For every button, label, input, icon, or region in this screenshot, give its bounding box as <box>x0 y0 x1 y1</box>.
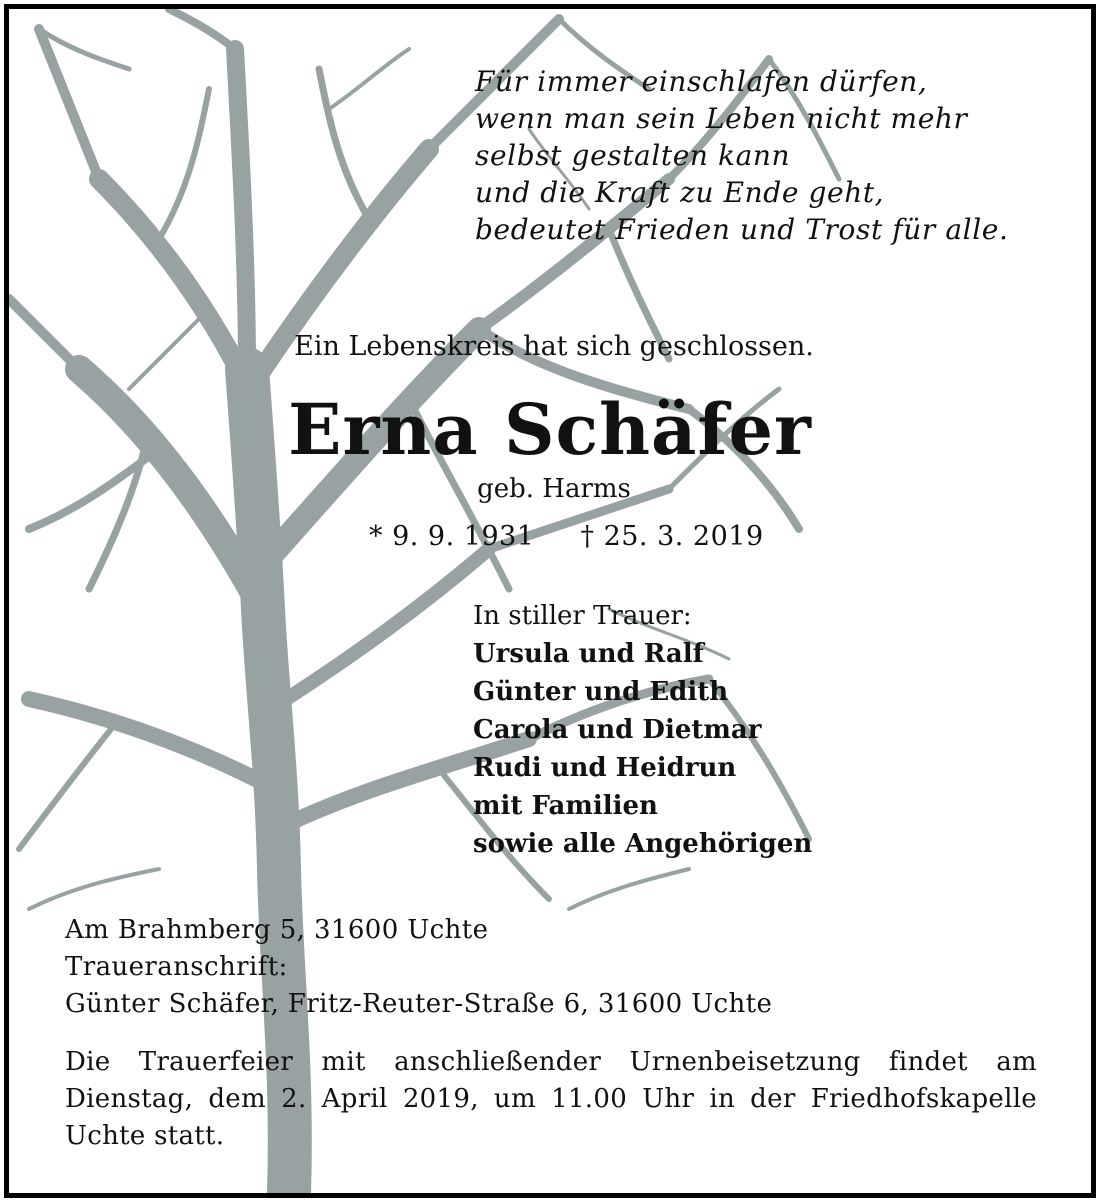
intro-line: Ein Lebenskreis hat sich geschlossen. <box>294 331 814 362</box>
mourner-name: Günter und Edith <box>473 677 729 707</box>
deceased-name: Erna Schäfer <box>288 388 812 471</box>
death-date: † 25. 3. 2019 <box>580 521 764 552</box>
mourner-name: Rudi und Heidrun <box>473 753 737 783</box>
obituary-content <box>9 9 1091 1193</box>
poem-line: bedeutet Frieden und Trost für alle. <box>475 213 1009 246</box>
mourner-name: Ursula und Ralf <box>473 639 704 669</box>
funeral-notice: Die Trauerfeier mit anschließender Urnenbeisetzung findet am Dienstag, dem 2. April 2019, um 11.00 Uhr in der Friedhofskapelle Uchte statt. <box>65 1047 1037 1151</box>
poem-line: und die Kraft zu Ende geht, <box>475 176 885 209</box>
birth-date: * 9. 9. 1931 <box>369 521 535 552</box>
mourners-list <box>473 635 812 863</box>
address-line: Günter Schäfer, Fritz-Reuter-Straße 6, 31600 Uchte <box>65 989 773 1019</box>
address-line: Am Brahmberg 5, 31600 Uchte <box>65 915 489 945</box>
mourner-name: Carola und Dietmar <box>473 715 762 745</box>
obituary-frame <box>4 4 1096 1198</box>
mourner-name: sowie alle Angehörigen <box>473 829 813 859</box>
mourners-block <box>473 597 812 863</box>
poem <box>475 63 1008 248</box>
address-block <box>65 912 772 1023</box>
maiden-name: geb. Harms <box>477 474 631 504</box>
address-line: Traueranschrift: <box>65 952 288 982</box>
mourner-name: mit Familien <box>473 791 658 821</box>
poem-line: wenn man sein Leben nicht mehr <box>475 102 968 135</box>
mourners-heading: In stiller Trauer: <box>473 601 692 631</box>
poem-line: selbst gestalten kann <box>475 139 791 172</box>
life-dates <box>369 521 764 552</box>
poem-line: Für immer einschlafen dürfen, <box>475 65 928 98</box>
